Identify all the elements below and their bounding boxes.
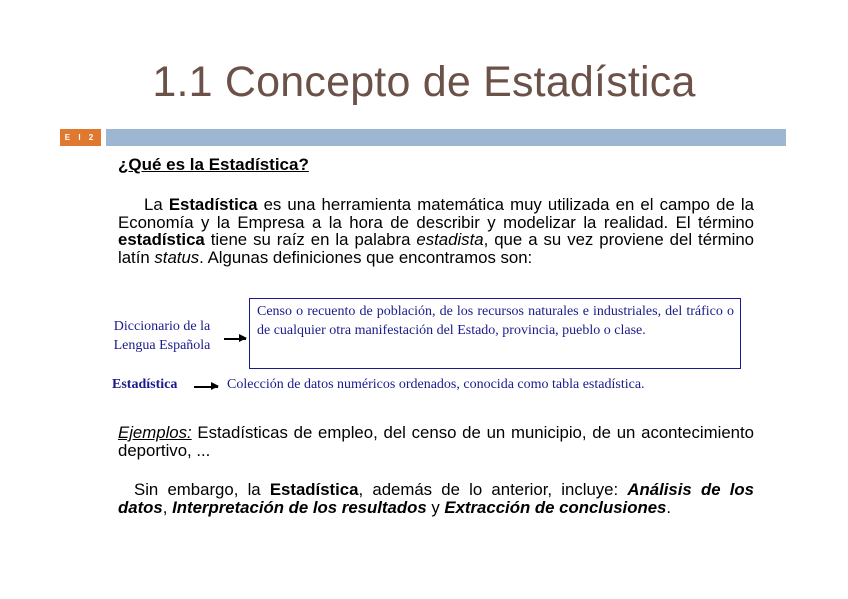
text-run: y	[426, 497, 445, 517]
bold-term: Estadística	[168, 195, 258, 214]
section-heading: ¿Qué es la Estadística?	[118, 155, 309, 174]
text-run: .	[666, 497, 672, 517]
arrow-right-icon	[194, 386, 218, 388]
dictionary-definition-box: Censo o recuento de población, de los recursos naturales e industriales, del tráfico o de cualquier otra manifestación del Estado, provincia, pueblo o clase.	[249, 298, 741, 369]
intro-paragraph	[118, 196, 754, 266]
bold-term: Estadística	[269, 480, 359, 499]
text-run: La	[144, 195, 169, 214]
slide-tag: E I 2	[60, 129, 101, 146]
conclusion-paragraph	[118, 481, 754, 516]
text-run: , además de lo anterior, incluye:	[358, 480, 628, 499]
arrow-right-icon	[224, 338, 246, 340]
statistics-definition: Colección de datos numéricos ordenados, conocida como tabla estadística.	[227, 377, 645, 392]
text-run: , que a su vez proviene del término latín	[118, 230, 754, 267]
text-run: . Algunas definiciones que encontramos son:	[199, 247, 533, 267]
bold-italic-term: Extracción de conclusiones	[444, 497, 667, 517]
bold-italic-term: Interpretación de los resultados	[172, 497, 427, 517]
header-bar	[106, 129, 786, 146]
examples-paragraph	[118, 424, 754, 459]
dictionary-label: Diccionario de la Lengua Española	[113, 319, 211, 353]
italic-term: estadista	[416, 230, 484, 249]
statistics-label: Estadística	[112, 377, 178, 392]
examples-label: Ejemplos:	[118, 423, 192, 442]
text-run: es una herramienta matemática muy utilizada en el campo de la Economía y la Empresa a la hora de describir y modelizar la realidad. El término	[118, 195, 754, 232]
bold-term: estadística	[118, 230, 205, 249]
text-run: ,	[162, 497, 173, 517]
text-run: tiene su raíz en la palabra	[204, 230, 417, 249]
bold-italic-term: Análisis de los datos	[118, 480, 754, 517]
slide-title: 1.1 Concepto de Estadística	[152, 58, 696, 106]
italic-term: status	[154, 247, 200, 267]
text-run: Sin embargo, la	[134, 480, 270, 499]
text-run: Estadísticas de empleo, del censo de un municipio, de un acontecimiento deportivo, ...	[118, 423, 754, 460]
